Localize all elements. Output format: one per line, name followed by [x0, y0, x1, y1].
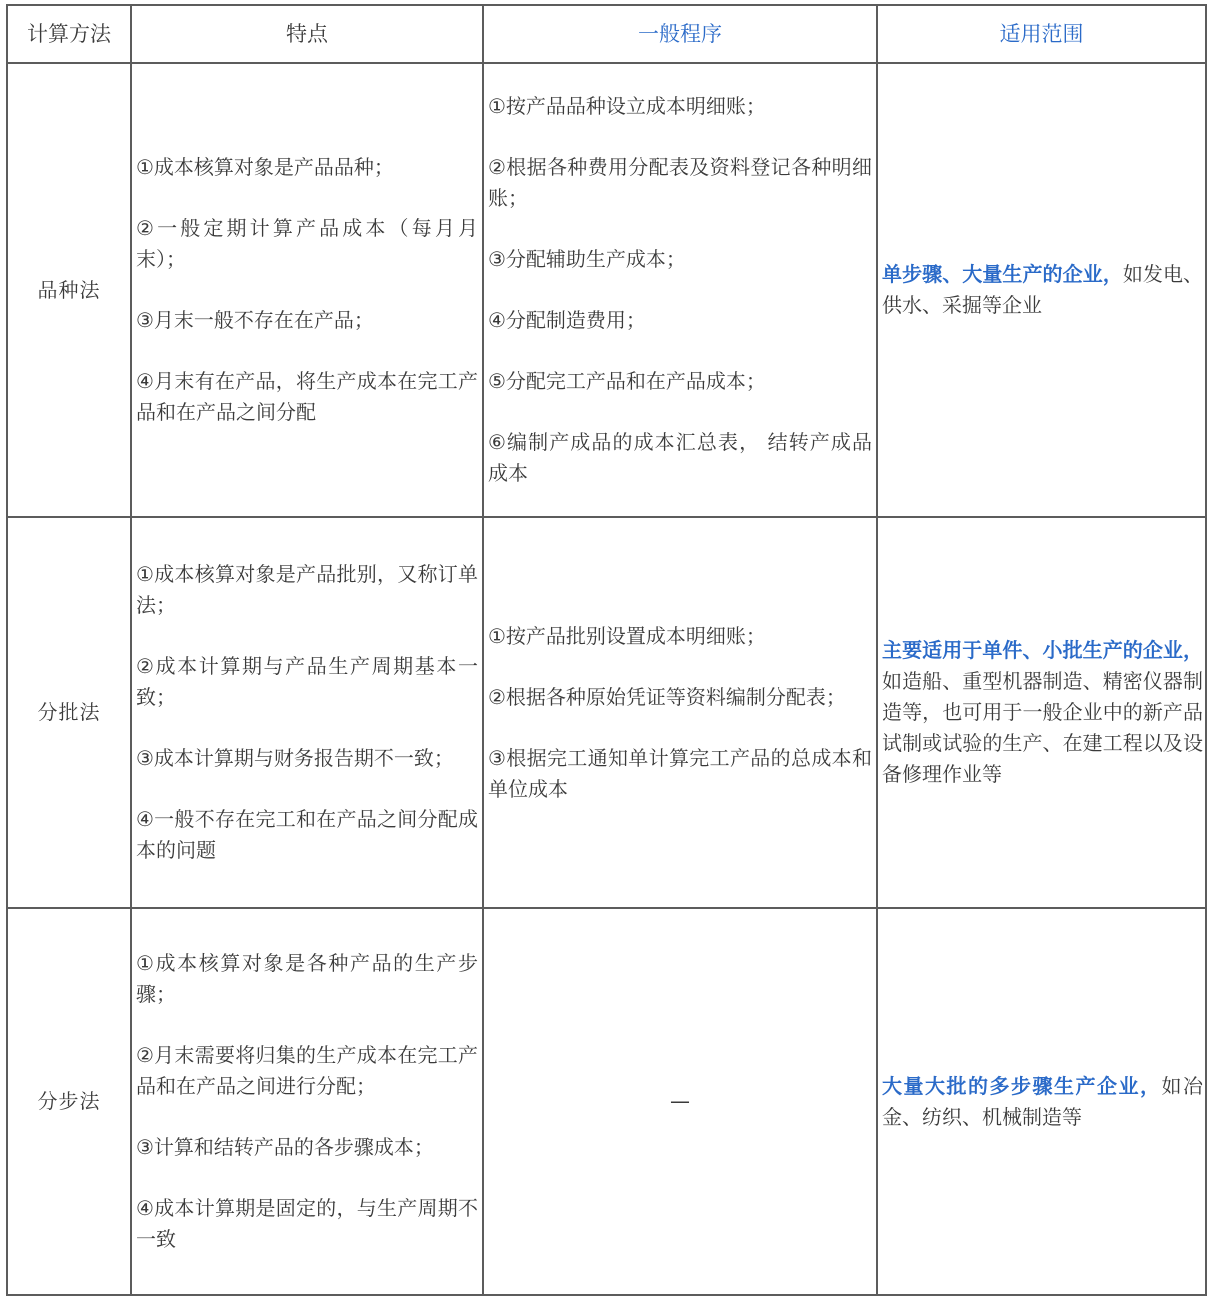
- feature-item: ④成本计算期是固定的，与生产周期不一致: [136, 1196, 478, 1251]
- features-cell: [131, 517, 483, 908]
- header-method: 计算方法: [7, 5, 131, 63]
- scope-highlight: 主要适用于单件、小批生产的企业，: [882, 638, 1203, 662]
- method-cell: 品种法: [7, 63, 131, 517]
- procedure-item: ①按产品批别设置成本明细账；: [488, 623, 766, 648]
- method-cell: 分批法: [7, 517, 131, 908]
- cost-method-table: [6, 4, 1207, 1296]
- scope-cell: [877, 517, 1206, 908]
- procedure-empty-dash: —: [483, 908, 877, 1295]
- feature-item: ④一般不存在完工和在产品之间分配成本的问题: [136, 807, 478, 862]
- scope-highlight: 大量大批的多步骤生产企业，: [882, 1073, 1162, 1098]
- features-cell: [131, 63, 483, 517]
- procedure-item: ③根据完工通知单计算完工产品的总成本和单位成本: [488, 745, 872, 801]
- feature-item: ③月末一般不存在在产品；: [136, 308, 374, 332]
- procedure-item: ②根据各种费用分配表及资料登记各种明细账；: [488, 155, 872, 210]
- header-procedure: 一般程序: [483, 5, 877, 63]
- procedure-item: ①按产品品种设立成本明细账；: [488, 94, 766, 118]
- feature-item: ②一般定期计算产品成本（每月月末）；: [136, 216, 478, 271]
- procedure-cell: [483, 517, 877, 908]
- scope-cell: [877, 908, 1206, 1295]
- feature-item: ①成本核算对象是产品品种；: [136, 155, 394, 179]
- feature-item: ③成本计算期与财务报告期不一致；: [136, 746, 454, 770]
- scope-text: 如冶金、纺织、机械制造等: [882, 1073, 1203, 1129]
- procedure-item: ④分配制造费用；: [488, 308, 646, 332]
- scope-highlight: 单步骤、大量生产的企业，: [882, 262, 1123, 286]
- feature-item: ①成本核算对象是各种产品的生产步骤；: [136, 951, 478, 1006]
- procedure-item: ⑥编制产成品的成本汇总表， 结转产成品成本: [488, 430, 872, 485]
- feature-item: ②月末需要将归集的生产成本在完工产品和在产品之间进行分配；: [136, 1043, 478, 1098]
- feature-item: ②成本计算期与产品生产周期基本一致；: [136, 654, 478, 709]
- header-row: [7, 5, 1206, 63]
- feature-item: ③计算和结转产品的各步骤成本；: [136, 1135, 434, 1159]
- procedure-cell: [483, 63, 877, 517]
- scope-text: 如发电、供水、采掘等企业: [882, 262, 1204, 317]
- procedure-item: ③分配辅助生产成本；: [488, 247, 686, 271]
- method-cell: 分步法: [7, 908, 131, 1295]
- table-row: [7, 63, 1206, 517]
- procedure-item: ②根据各种原始凭证等资料编制分配表；: [488, 684, 846, 709]
- procedure-item: ⑤分配完工产品和在产品成本；: [488, 369, 766, 393]
- scope-text: 如造船、重型机器制造、精密仪器制造等，也可用于一般企业中的新产品试制或试验的生产、在建工程以及设备修理作业等: [882, 669, 1203, 786]
- features-cell: [131, 908, 483, 1295]
- feature-item: ①成本核算对象是产品批别，又称订单法；: [136, 562, 478, 617]
- scope-cell: [877, 63, 1206, 517]
- table-row: [7, 517, 1206, 908]
- feature-item: ④月末有在产品，将生产成本在完工产品和在产品之间分配: [136, 369, 478, 424]
- header-features: 特点: [131, 5, 483, 63]
- table-row: [7, 908, 1206, 1295]
- header-scope: 适用范围: [877, 5, 1206, 63]
